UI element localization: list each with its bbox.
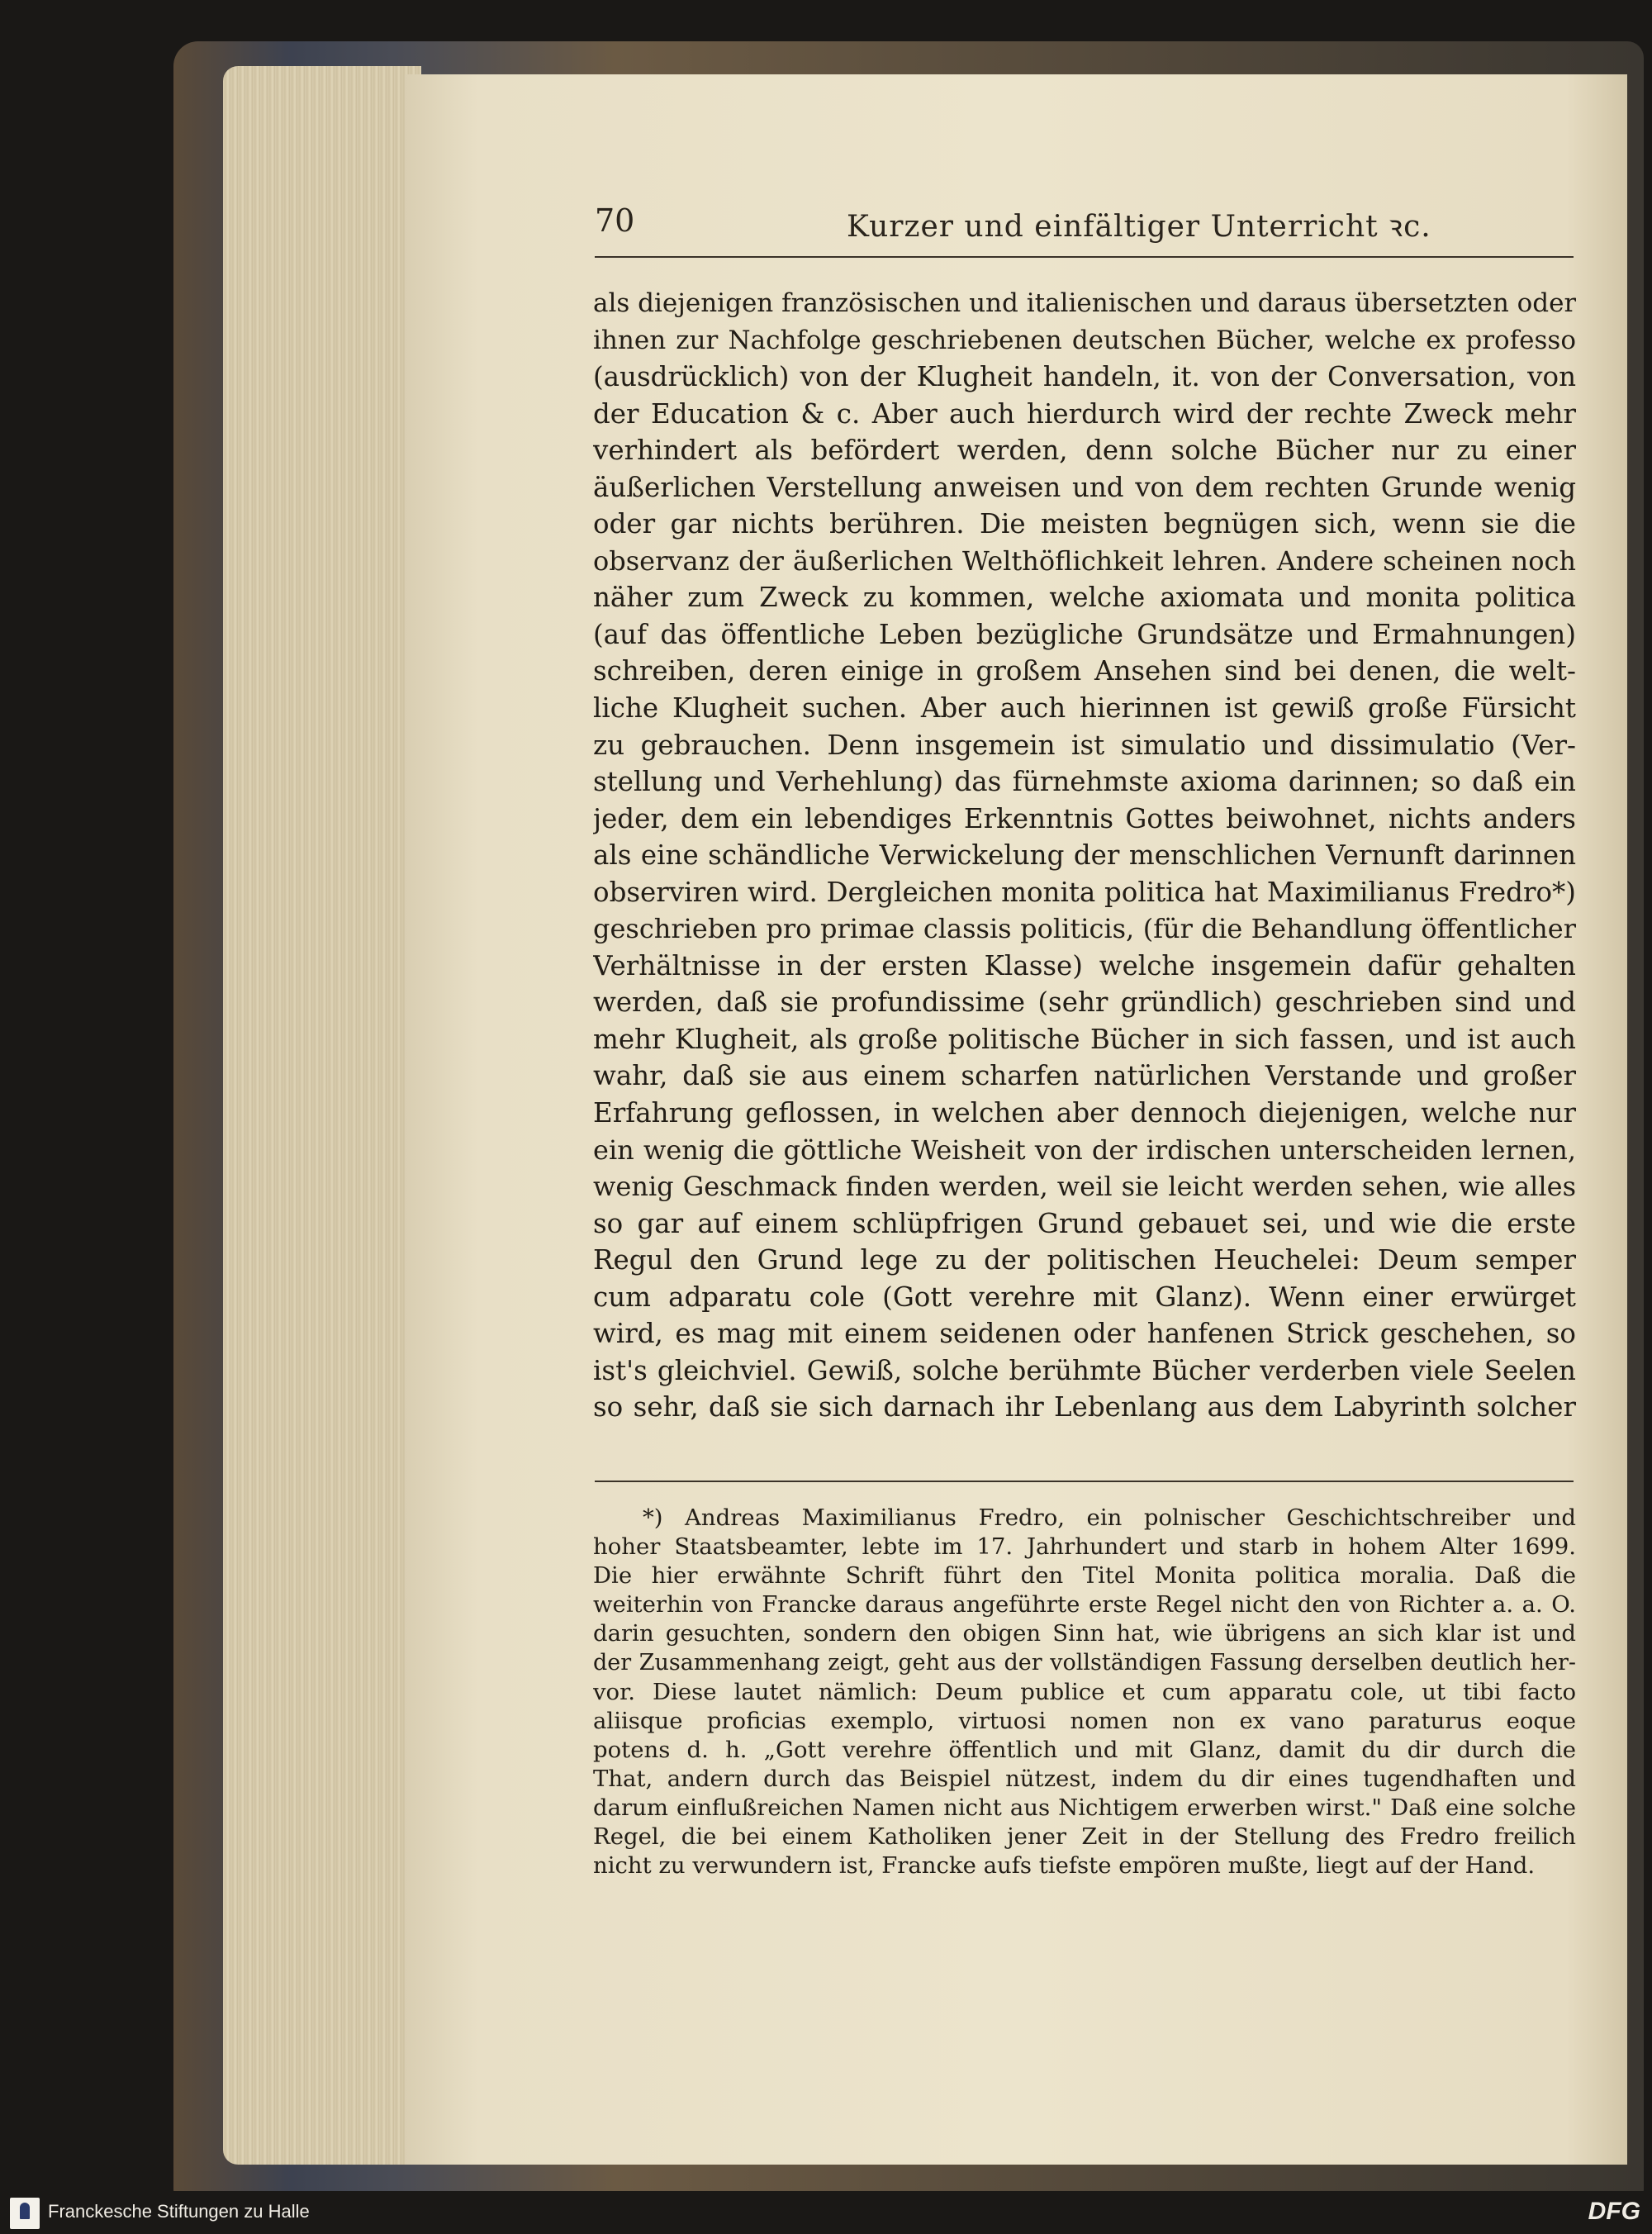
viewer-footer [0,2191,1652,2234]
body-line: als diejenigen französischen und italienischen und daraus übersetzten oder [593,288,1576,318]
body-line: so gar auf einem schlüpfrigen Grund gebauet sei, und wie die erste [593,1207,1576,1239]
footnote-line: vor. Diese lautet nämlich: Deum publice et cum apparatu cole, ut tibi facto [593,1678,1576,1705]
footnote-line: Die hier erwähnte Schrift führt den Titel Monita politica moralia. Daß die [593,1562,1576,1590]
body-text [593,285,1576,1426]
footnote-line: *) Andreas Maximilianus Fredro, ein polnischer Geschichtschreiber und [643,1504,1576,1531]
body-line: wenig Geschmack finden werden, weil sie leicht werden sehen, wie alles [593,1171,1576,1203]
page-number: 70 [595,202,635,239]
body-line: mehr Klugheit, als große politische Bücher in sich fassen, und ist auch [593,1023,1576,1055]
body-line: der Education & c. Aber auch hierdurch wird der rechte Zweck mehr [593,397,1576,430]
body-line: Verhältnisse in der ersten Klasse) welche insgemein dafür gehalten [593,949,1576,982]
body-line: liche Klugheit suchen. Aber auch hierinnen ist gewiß große Fürsicht [593,692,1576,725]
footnote-rule [595,1481,1574,1482]
body-line: näher zum Zweck zu kommen, welche axiomata und monita politica [593,582,1576,614]
footnote-line: nicht zu verwundern ist, Francke aufs tiefste empören mußte, liegt auf der Hand. [593,1852,1536,1880]
institution-logo-icon [10,2198,40,2229]
body-line: schreiben, deren einige in großem Ansehen sind bei denen, die welt- [593,655,1576,687]
body-line: wahr, daß sie aus einem scharfen natürlichen Verstande und großer [593,1060,1576,1092]
body-line: zu gebrauchen. Denn insgemein ist simulatio und dissimulatio (Ver- [593,729,1576,761]
body-line: cum adparatu cole (Gott verehre mit Glanz). Wenn einer erwürget [593,1281,1576,1313]
page-header [595,202,1574,252]
footnote-line: Regel, die bei einem Katholiken jener Zeit in der Stellung des Fredro freilich [593,1823,1576,1851]
body-line: äußerlichen Verstellung anweisen und von dem rechten Grunde wenig [593,471,1576,503]
body-line: wird, es mag mit einem seidenen oder hanfenen Strick geschehen, so [593,1318,1576,1350]
dfg-logo: DFG [1588,2198,1640,2225]
footnote [593,1504,1576,1880]
institution-name: Franckesche Stiftungen zu Halle [48,2201,310,2222]
body-line: ihnen zur Nachfolge geschriebenen deutschen Bücher, welche ex professo [593,325,1576,355]
footnote-line: potens d. h. „Gott verehre öffentlich und mit Glanz, damit du dir durch die [593,1736,1576,1763]
footnote-line: der Zusammenhang zeigt, geht aus der vollständigen Fassung derselben deutlich her- [593,1650,1576,1676]
body-line: (ausdrücklich) von der Klugheit handeln, it. von der Conversation, von [593,361,1576,393]
footnote-line: darum einflußreichen Namen nicht aus Nichtigem erwerben wirst." Daß eine solche [593,1794,1576,1821]
body-line: als eine schändliche Verwickelung der menschlichen Vernunft darinnen [593,839,1576,872]
body-line: ein wenig die göttliche Weisheit von der irdischen unterscheiden lernen, [593,1134,1576,1166]
footnote-line: darin gesuchten, sondern den obigen Sinn hat, wie übrigens an sich klar ist und [593,1620,1576,1647]
body-line: stellung und Verhehlung) das fürnehmste axioma darinnen; so daß ein [593,766,1576,798]
body-line: observiren wird. Dergleichen monita politica hat Maximilianus Fredro*) [593,876,1576,908]
running-title: Kurzer und einfältiger Unterricht ꝛc. [847,210,1431,244]
footnote-line: aliisque proficias exemplo, virtuosi nomen non ex vano paraturus eoque [593,1707,1576,1734]
body-line: oder gar nichts berühren. Die meisten begnügen sich, wenn sie die [593,508,1576,540]
page-edges [223,66,421,2165]
body-line: verhindert als befördert werden, denn solche Bücher nur zu einer [593,435,1576,467]
header-rule [595,256,1574,258]
body-line: geschrieben pro primae classis politicis, (für die Behandlung öffentlicher [593,913,1576,945]
body-line: Erfahrung geflossen, in welchen aber dennoch diejenigen, welche nur [593,1097,1576,1129]
footnote-line: weiterhin von Francke daraus angeführte erste Regel nicht den von Richter a. a. O. [593,1591,1576,1618]
body-line: so sehr, daß sie sich darnach ihr Lebenlang aus dem Labyrinth solcher [593,1391,1576,1424]
body-line: (auf das öffentliche Leben bezügliche Grundsätze und Ermahnungen) [593,618,1576,650]
body-line: jeder, dem ein lebendiges Erkenntnis Gottes beiwohnet, nichts anders [593,802,1576,834]
body-line: Regul den Grund lege zu der politischen Heuchelei: Deum semper [593,1244,1576,1276]
body-line: werden, daß sie profundissime (sehr gründlich) geschrieben sind und [593,986,1576,1019]
footnote-line: hoher Staatsbeamter, lebte im 17. Jahrhundert und starb in hohem Alter 1699. [593,1533,1576,1561]
footnote-line: That, andern durch das Beispiel nützest, indem du dir eines tugendhaften und [593,1765,1576,1792]
body-line: ist's gleichviel. Gewiß, solche berühmte Bücher verderben viele Seelen [593,1354,1576,1386]
body-line: observanz der äußerlichen Welthöflichkeit lehren. Andere scheinen noch [593,544,1576,577]
